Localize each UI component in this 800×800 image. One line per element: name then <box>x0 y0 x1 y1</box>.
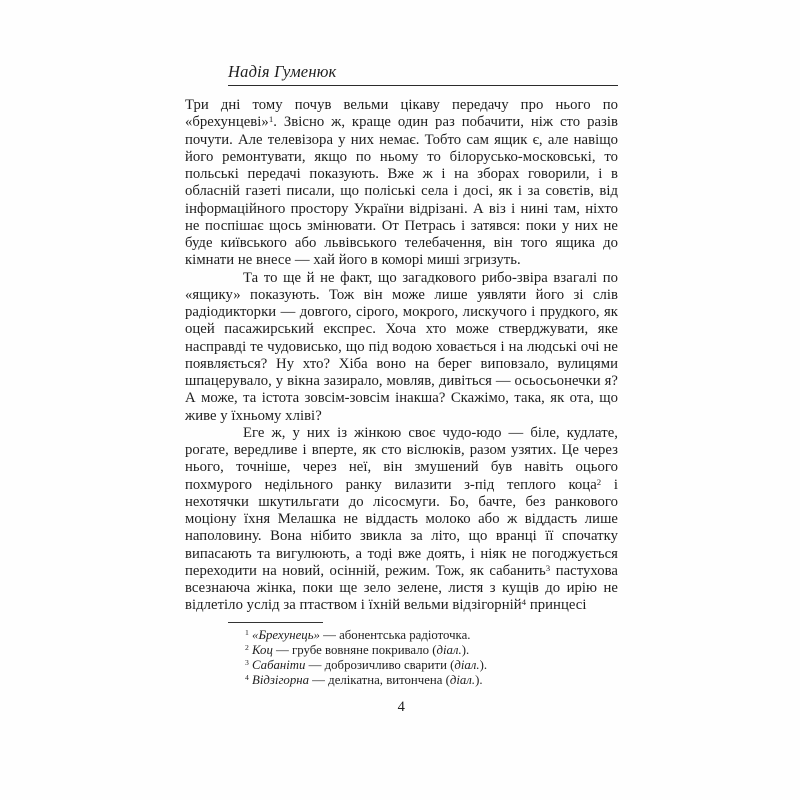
italic-term: діал. <box>436 642 462 657</box>
paragraph <box>185 97 618 270</box>
footnote-number: 4 <box>245 673 249 683</box>
footnote-ref: 4 <box>521 597 527 608</box>
footnotes <box>185 628 618 688</box>
footnote-number: 2 <box>245 643 249 653</box>
author-name: Надія Гуменюк <box>228 62 337 81</box>
italic-term: Коц <box>252 642 273 657</box>
body-text <box>185 97 618 615</box>
text-segment: — грубе вовняне покривало ( <box>272 642 437 657</box>
text-segment: . Звісно ж, краще один раз побачити, ніж сто разів почути. Але телевізора у них немає. Тобто сам ящик є, але навіщо його ремонтувати, якщо по ньому то білорусько-московські, то польські передачі показують. Вже ж і на зборах говорили, і в обласній газеті писали, що поліські села і досі, як і за совєтів, від інформаційного простору України відрізані. А віз і нині там, ніхто не поспішає щось змінювати. От Петрась і затявся: поки у них не буде київського або львівського телебачення, він того ящика до кімнати не внесе — хай його в коморі миші згризуть. <box>185 114 618 269</box>
italic-term: «Брехунець» <box>252 627 320 642</box>
footnote <box>185 643 618 658</box>
footnote <box>185 658 618 673</box>
text-segment: Три дні тому почув вельми цікаву передачу про нього по «брехунцеві» <box>185 97 618 131</box>
italic-term: Сабаніти <box>252 657 306 672</box>
text-segment: принцесі <box>526 597 587 614</box>
text-segment: ). <box>475 672 483 687</box>
italic-term: діал. <box>454 657 480 672</box>
text-segment: Еге ж, у них із жінкою своє чудо-юдо — біле, кудлате, рогате, вередливе і вперте, як сто віслюків, разом узятих. Це через нього, точніше, через неї, він змушений був навіть оцього похмурого недільного ранку вилазити з-під теплого коца <box>185 424 618 493</box>
text-segment: — абонентська радіоточка. <box>319 627 471 642</box>
text-segment: ). <box>479 657 488 672</box>
italic-term: діал. <box>449 672 476 687</box>
text-segment: ). <box>461 642 470 657</box>
footnote-number: 3 <box>245 658 249 668</box>
footnote-ref: 2 <box>596 476 602 487</box>
footnote-number: 1 <box>245 628 249 638</box>
text-segment: — делікатна, витончена ( <box>308 672 450 687</box>
footnote <box>185 628 618 643</box>
text-segment: і нехотячки шкутильгати до лісосмуги. Бо, бачте, без ранкового моціону їхня Мелашка не віддасть молоко або ж віддасть лише наполовину. Вона нібито звикла за літо, що вранці її спочатку випасають та вигулюють, а тоді вже доять, і ніяк не погоджується переходити на новий, осінній, режим. Тож, як сабанить <box>185 476 619 579</box>
footnote-separator <box>228 622 323 623</box>
footnote <box>185 673 618 688</box>
page-number: 4 <box>397 698 406 715</box>
paragraph <box>185 270 618 425</box>
running-header <box>228 63 618 86</box>
text-segment: — доброзичливо сварити ( <box>305 657 455 672</box>
text-segment: Та то ще й не факт, що загадкового рибо-звіра взагалі по «ящику» показують. Тож він може лише уявляти його зі слів радіодикторки — довгого, сірого, мокрого, лискучого і прудкого, як оцей пасажирський експрес. Хоча хто може стверджувати, яке насправді те чудовисько, що під водою ховається і на людські очі не появляється? Ну хто? Хіба воно на берег виповзало, вулицями шпацерувало, у вікна зазирало, мовляв, дивіться — осьосьонечки я? А може, та істота зовсім-зовсім інакша? Скажімо, така, як ота, що живе у їхньому хліві? <box>185 269 618 424</box>
paragraph <box>185 425 618 615</box>
footnote-ref: 3 <box>545 562 551 573</box>
footnote-ref: 1 <box>268 114 274 125</box>
text-segment: пастухова всезнаюча жінка, поки ще зело зелене, листя з кущів до ирію не відлетіло услід за птаством і їхній вельми відзігорній <box>185 562 618 614</box>
italic-term: Відзігорна <box>252 672 309 687</box>
text-column <box>185 63 618 716</box>
